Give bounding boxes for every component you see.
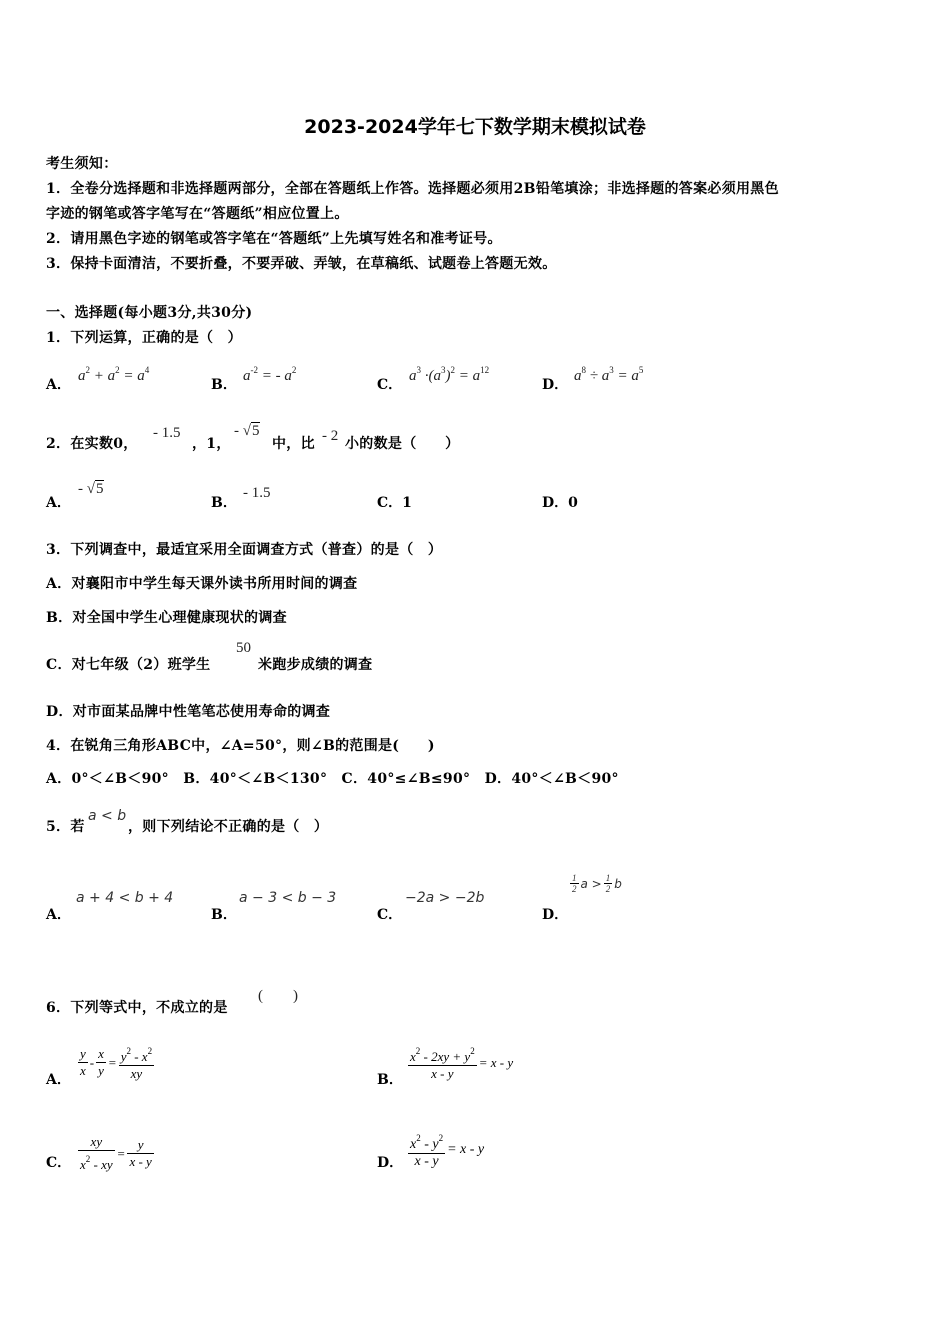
q2-stem-b: ，1， — [192, 436, 231, 452]
q6-label-a: A． — [46, 1072, 71, 1088]
notice-heading: 考生须知： — [46, 156, 118, 172]
q4-options: A．0°＜∠B＜90° B．40°＜∠B＜130° C．40°≤∠B≤90° D．40°＜∠B＜90° — [46, 771, 619, 787]
page-title: 2023-2024学年七下数学期末模拟试卷 — [304, 116, 646, 138]
q6-option-a: $\frac{y}{x}$ - $\frac{x}{y}$ = $\frac{y^2 - x^2}{xy}$ — [78, 1043, 154, 1082]
q1-label-a: A． — [46, 377, 71, 393]
q1-option-d: $a^8 \div a^3 = a^5$ — [574, 365, 644, 384]
q6-option-b: $\frac{x^2 - 2xy + y^2}{x - y}$ = x - y — [408, 1043, 513, 1082]
q2-value-neg-sqrt5: - √5 — [234, 423, 260, 439]
q3-option-c-num: 50 — [236, 640, 251, 656]
q1-label-c: C． — [377, 377, 403, 393]
q5-option-d: $\frac{1}{2}$ a > $\frac{1}{2}$ b — [572, 873, 622, 894]
q2-stem-c: 中，比 — [272, 436, 315, 452]
q2-option-d: D．0 — [542, 495, 578, 511]
q5-stem-a: 5．若 — [46, 819, 85, 835]
q6-label-c: C． — [46, 1155, 72, 1171]
q3-option-b: B．对全国中学生心理健康现状的调查 — [46, 610, 287, 626]
q6-option-c: $\frac{xy}{x^2 - xy}$ = $\frac{y}{x - y}$ — [80, 1134, 152, 1172]
q6-paren: ( ) — [258, 988, 298, 1004]
q6-stem: 6．下列等式中，不成立的是 — [46, 1000, 228, 1016]
q2-stem-a: 2．在实数0， — [46, 436, 138, 452]
notice-item-1-cont: 字迹的钢笔或答字笔写在“答题纸”相应位置上。 — [46, 206, 349, 222]
q2-label-a: A． — [46, 495, 71, 511]
q1-stem: 1．下列运算，正确的是（ ） — [46, 330, 242, 346]
q3-option-d: D．对市面某品牌中性笔笔芯使用寿命的调查 — [46, 704, 331, 720]
notice-item-3: 3．保持卡面清洁，不要折叠，不要弄破、弄皱，在草稿纸、试题卷上答题无效。 — [46, 256, 557, 272]
q2-stem-d: 小的数是（ ） — [345, 436, 460, 452]
q5-label-a: A． — [46, 907, 71, 923]
q5-condition: a < b — [88, 808, 127, 824]
q3-option-a: A．对襄阳市中学生每天课外读书所用时间的调查 — [46, 576, 358, 592]
q3-option-c-post: 米跑步成绩的调查 — [258, 657, 373, 673]
q5-label-d: D． — [542, 907, 569, 923]
q3-stem: 3．下列调查中，最适宜采用全面调查方式（普查）的是（ ） — [46, 542, 443, 558]
q2-label-b: B． — [211, 495, 237, 511]
q3-option-c-pre: C．对七年级（2）班学生 — [46, 657, 211, 673]
q2-value-neg-1.5: - 1.5 — [153, 425, 181, 441]
q1-label-d: D． — [542, 377, 569, 393]
q5-option-b: a − 3 < b − 3 — [239, 890, 337, 906]
q1-option-b: $a^{-2}$ = - $a^2$ — [243, 365, 297, 384]
q5-label-b: B． — [211, 907, 237, 923]
q2-option-c: C．1 — [377, 495, 412, 511]
notice-item-2: 2．请用黑色字迹的钢笔或答字笔在“答题纸”上先填写姓名和准考证号。 — [46, 231, 502, 247]
q5-label-c: C． — [377, 907, 403, 923]
q1-label-b: B． — [211, 377, 237, 393]
q1-option-a: $a^2 + a^2 = a^4$ — [78, 365, 150, 384]
q2-option-b: - 1.5 — [243, 485, 271, 501]
q6-option-d: $\frac{x^2 - y^2}{x - y}$ = x - y — [408, 1130, 484, 1170]
q5-stem-b: ，则下列结论不正确的是（ ） — [128, 819, 329, 835]
q5-option-c: −2a > −2b — [405, 890, 485, 906]
notice-item-1: 1．全卷分选择题和非选择题两部分，全部在答题纸上作答。选择题必须用2B铅笔填涂；非选择题的答案必须用黑色 — [46, 181, 779, 197]
q2-option-a: - √5 — [78, 481, 104, 497]
q6-label-d: D． — [377, 1155, 404, 1171]
q4-stem: 4．在锐角三角形ABC中，∠A=50°，则∠B的范围是( ) — [46, 738, 435, 754]
q2-value-neg-2: - 2 — [322, 428, 339, 444]
q6-label-b: B． — [377, 1072, 403, 1088]
q1-option-c: $a^3 \cdot(a^3)^2 = a^{12}$ — [409, 365, 490, 384]
q5-option-a: a + 4 < b + 4 — [76, 890, 174, 906]
section-heading: 一、选择题(每小题3分,共30分) — [46, 305, 253, 321]
